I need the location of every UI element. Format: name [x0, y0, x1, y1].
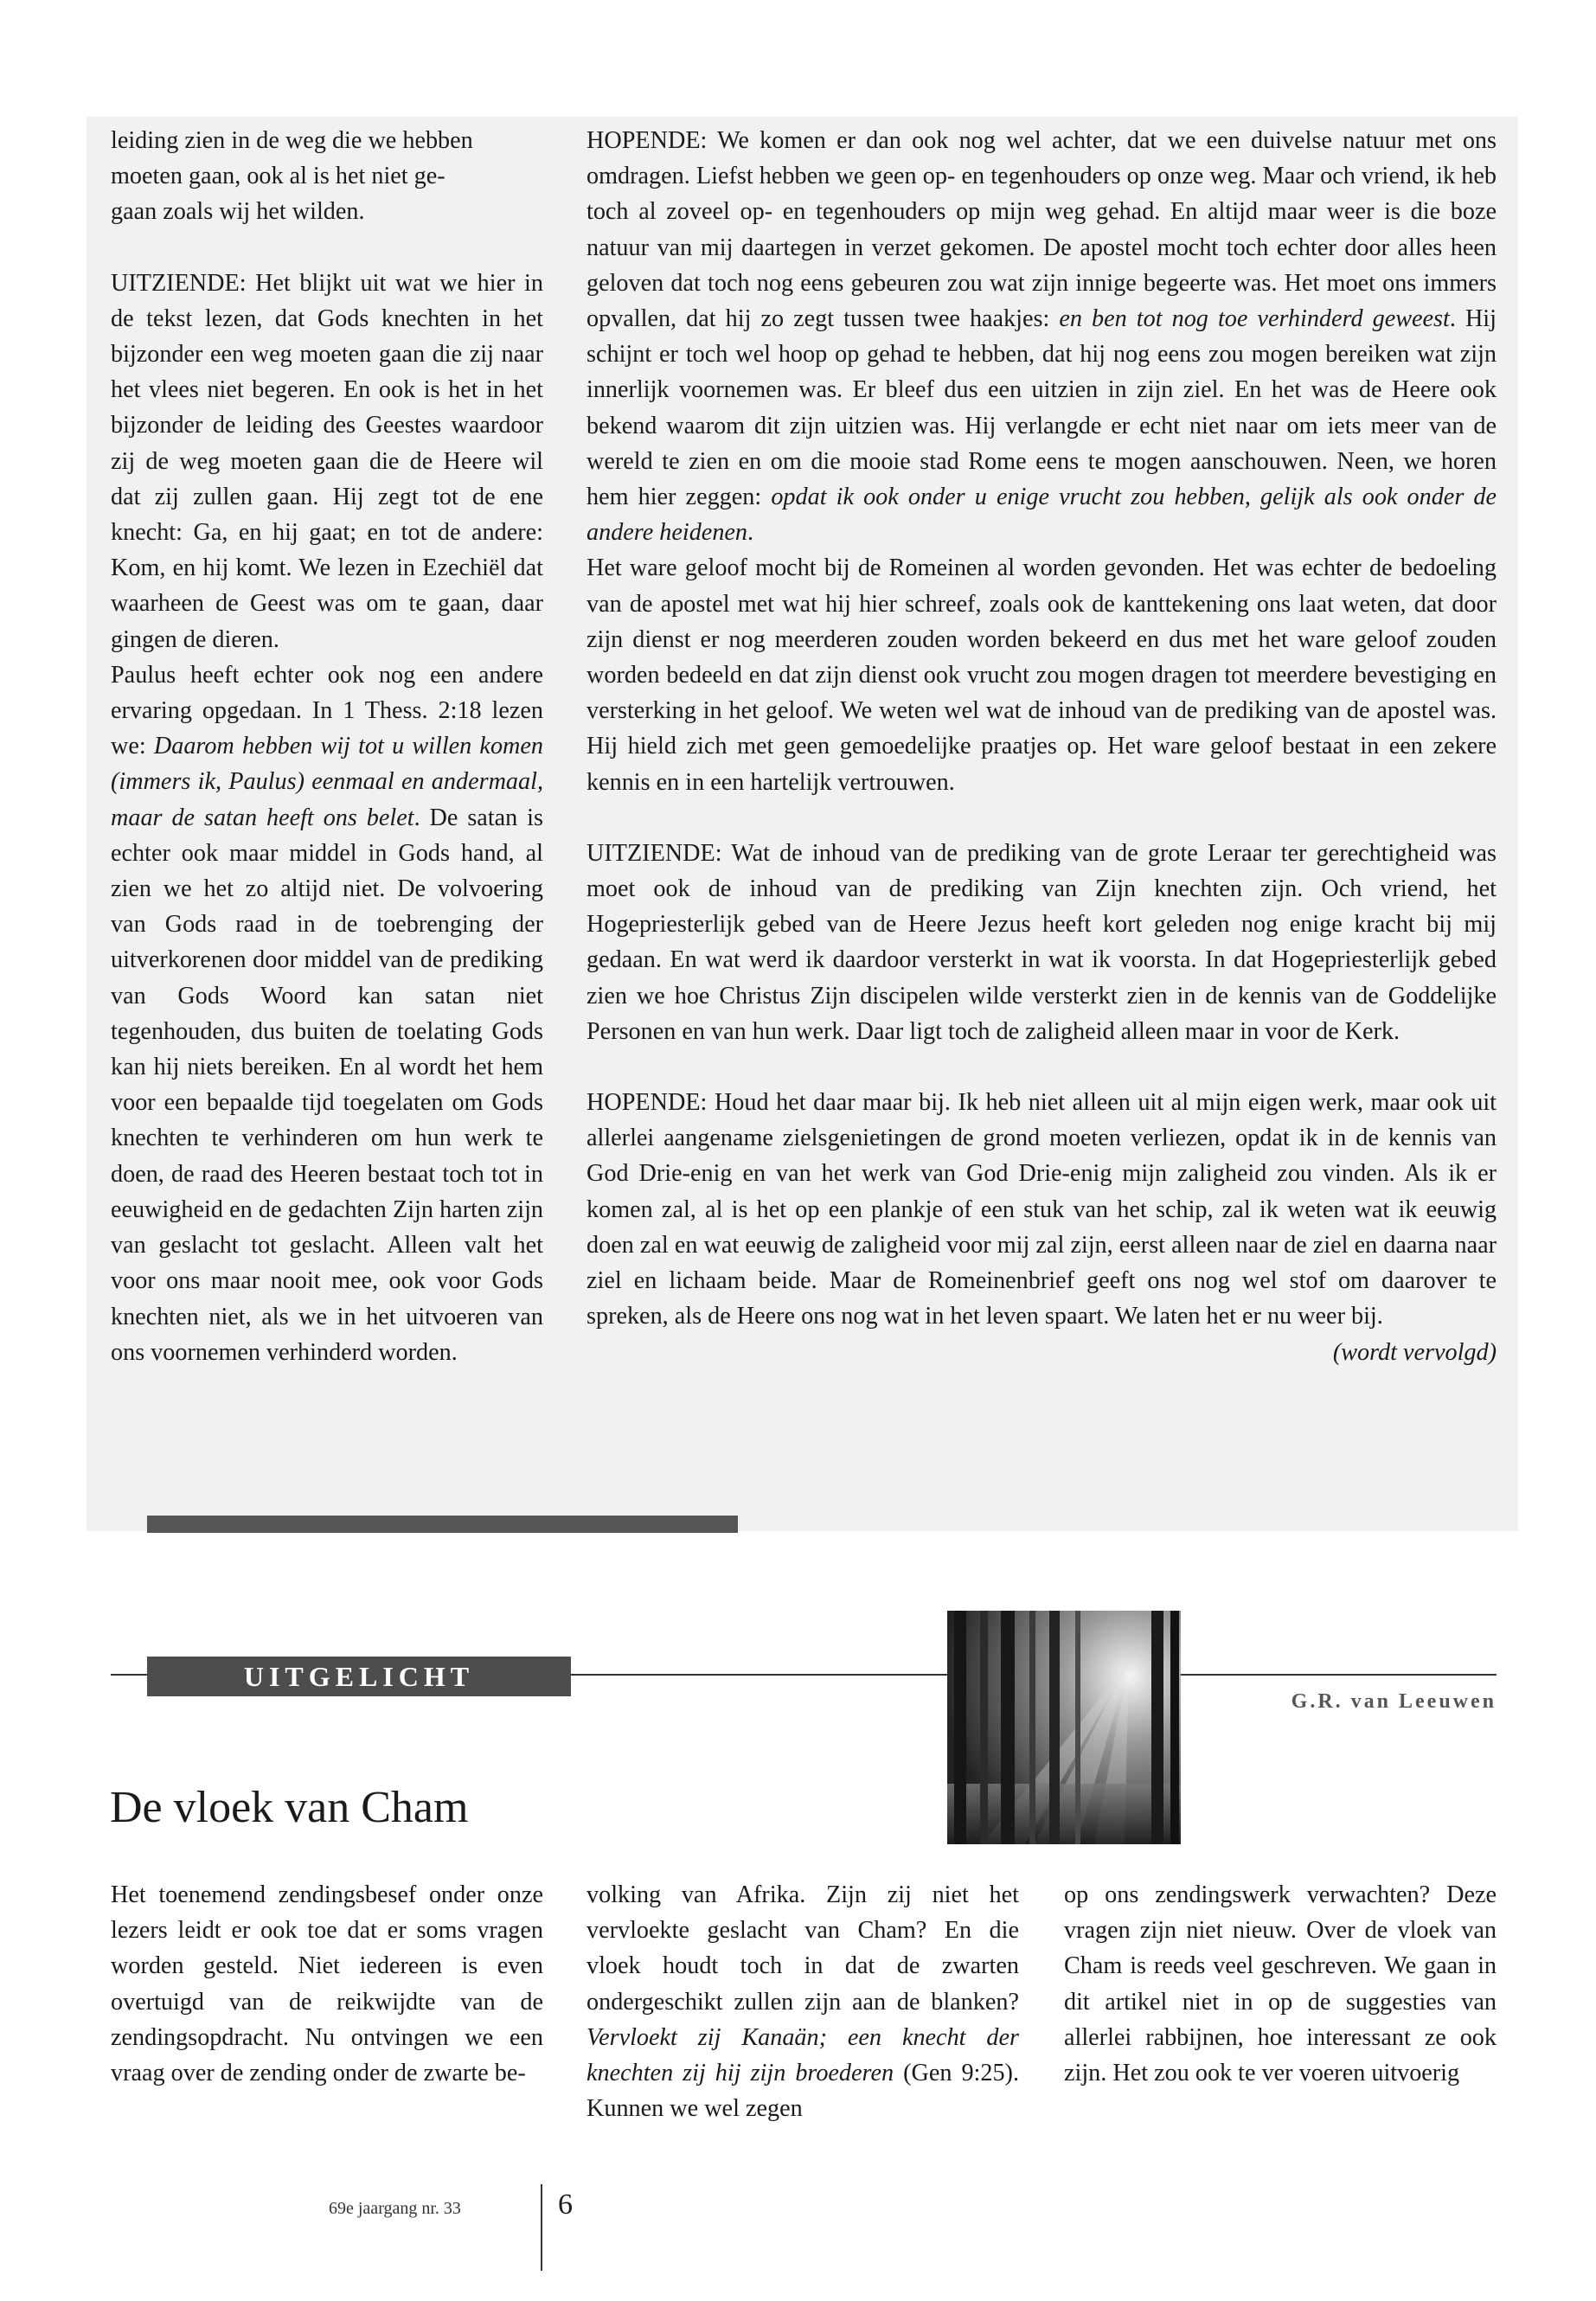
paragraph-text: Paulus heeft echter ook nog een andere ervaring opgedaan. In 1 Thess. 2:18 lezen we: [111, 661, 543, 760]
paragraph [111, 657, 543, 1370]
paragraph-text: (Gen 9:25). Kunnen we wel zegen [586, 2060, 1019, 2123]
text-line: moeten gaan, ook al is het niet ge- [111, 163, 445, 190]
text-line: gaan zoals wij het wilden. [111, 198, 365, 226]
section-end-bar [147, 1516, 738, 1533]
paragraph: Het ware geloof mocht bij de Romeinen al worden gevonden. Het was echter de bedoeling van de apostel met wat hij hier schreef, zoals ook de kanttekening ons laat weten, dat door zijn dienst er nog meerderen zouden worden bekeerd en dus met het ware geloof zouden worden bedeeld en dat zijn dienst ook vrucht zou mogen dragen tot meerdere bevestiging en versterking in het geloof. We weten wel wat de inhoud van de prediking van de apostel was. Hij hield zich met geen gemoedelijke praatjes op. Het ware geloof bestaat in een zekere kennis en in een hartelijk vertrouwen. [586, 554, 1497, 796]
speaker-label: UITZIENDE: [586, 839, 722, 867]
bible-quote: opdat ik ook onder u enige vrucht zou hebben, gelijk als ook onder de andere heidenen [586, 484, 1497, 547]
paragraph [586, 1085, 1497, 1366]
continued-note: (wordt vervolgd) [1332, 1338, 1497, 1366]
bible-quote: en ben tot nog toe verhinderd geweest [1059, 305, 1450, 333]
paragraph [111, 266, 543, 657]
paragraph [586, 836, 1497, 1049]
paragraph-text: Het blijkt uit wat we hier in de tekst lezen, dat Gods knechten in het bijzonder een weg moeten gaan die zij naar het vlees niet begeren. En ook is het in het bijzonder de leiding des Geestes waardoor zij de weg moeten gaan die de Heere wil dat zij zullen gaan. Hij zegt tot de ene knecht: Ga, en hij gaat; en tot de andere: Kom, en hij komt. We lezen in Ezechiël dat waarheen de Geest was om te gaan, daar gingen de dieren. [111, 269, 543, 653]
header-rule [1181, 1674, 1497, 1676]
section-label: UITGELICHT [147, 1657, 571, 1696]
speaker-label: HOPENDE: [586, 127, 708, 154]
page-number: 6 [558, 2189, 573, 2221]
paragraph-text: Wat de inhoud van de prediking van de grote Leraar ter gerechtigheid was moet ook de inhoud van de prediking van Zijn knechten zijn. Och vriend, het Hogepriesterlijk gebed van de Heere Jezus heeft kort geleden nog enige kracht bij mij gedaan. En wat werd ik daardoor versterkt in wat ik voorsta. In dat Hogepriesterlijk gebed zien we hoe Christus Zijn discipelen wilde versterkt zien in de kennis van de Goddelijke Personen en van hun werk. Daar ligt toch de zaligheid alleen maar in voor de Kerk. [586, 839, 1497, 1045]
paragraph-text: We komen er dan ook nog wel achter, dat we een duivelse natuur met ons omdragen. Liefst hebben we geen op- en tegenhouders op onze weg. Maar och vriend, ik heb toch al zoveel op- en tegenhouders op mijn weg gehad. En altijd maar weer is die boze natuur van mij daartegen in verzet gekomen. De apostel mocht toch echter door alles heen geloven dat toch nog eens gebeuren zou wat zijn innige begeerte was. Het moet ons immers opvallen, dat hij zo zegt tussen twee haakjes: [586, 127, 1497, 333]
footer-divider [541, 2184, 542, 2271]
paragraph-text: . De satan is echter ook maar middel in Gods hand, al zien we het zo altijd niet. De volvoering van Gods raad in de toebrenging der uitverkorenen door middel van de prediking van Gods Woord kan satan niet tegenhouden, dus buiten de toelating Gods kan hij niets bereiken. En al wordt het hem voor een bepaalde tijd toegelaten om Gods knechten te verhinderen om hun werk te doen, de raad des Heeren bestaat toch tot in eeuwigheid en de gedachten Zijn harten zijn van geslacht tot geslacht. Alleen valt het voor ons maar nooit mee, ook voor Gods knechten niet, als we in het uitvoeren van ons voornemen verhinderd worden. [111, 804, 543, 1366]
article-column-2 [586, 1877, 1019, 2126]
bible-quote: Vervloekt zij Kanaän; een knecht der knechten zij hij zijn broederen [586, 2023, 1019, 2087]
paragraph-text: volking van Afrika. Zijn zij niet het vervloekte geslacht van Cham? En die vloek houdt toch in dat de zwarten ondergeschikt zullen zijn aan de blanken? [586, 1881, 1019, 2016]
author-name: G.R. van Leeuwen [1291, 1690, 1497, 1713]
article-title: De vloek van Cham [110, 1782, 469, 1832]
article-column-3 [1064, 1877, 1497, 2091]
bible-quote: Daarom hebben wij tot u willen komen (immers ik, Paulus) eenmaal en andermaal, maar de satan heeft ons belet [111, 733, 543, 831]
issue-info: 69e jaargang nr. 33 [329, 2199, 461, 2218]
right-column [586, 123, 1497, 1370]
text-line: leiding zien in de weg die we hebben [111, 127, 473, 154]
speaker-label: HOPENDE: [586, 1089, 708, 1117]
header-rule [111, 1674, 147, 1676]
paragraph-text: . [747, 519, 754, 547]
speaker-label: UITZIENDE: [111, 269, 247, 297]
paragraph: Het toenemend zendingsbesef onder onze lezers leidt er ook toe dat er soms vragen worden gesteld. Niet iedereen is even overtuigd van de reikwijdte van de zendingsopdracht. Nu ontvingen we een vraag over de zending onder de zwarte be- [111, 1881, 543, 2087]
paragraph: op ons zendingswerk verwachten? Deze vragen zijn niet nieuw. Over de vloek van Cham is reeds veel geschreven. We gaan in dit artikel niet in op de suggesties van allerlei rabbijnen, hoe interessant ze ook zijn. Het zou ook te ver voeren uitvoerig [1064, 1881, 1497, 2087]
forest-photo [947, 1611, 1181, 1844]
article-column-1 [111, 1877, 543, 2091]
paragraph-text: Houd het daar maar bij. Ik heb niet alleen uit al mijn eigen werk, maar ook uit allerlei aangename zielsgenietingen de grond moeten verliezen, opdat ik in de kennis van God Drie-enig en van het werk van God Drie-enig mijn zaligheid zou vinden. Als ik er komen zal, al is het op een plankje of een stuk van het schip, zal ik weten wat ik eeuwig doen zal en wat eeuwig de zaligheid voor mij zal zijn, eerst alleen naar de ziel en daarna naar ziel en lichaam beide. Maar de Romeinenbrief geeft ons nog wel stof om daarover te spreken, als de Heere ons nog wat in het leven spaart. We laten het er nu weer bij. [586, 1089, 1497, 1330]
paragraph [586, 1877, 1019, 2126]
paragraph [586, 123, 1497, 550]
left-column [111, 123, 543, 1370]
header-rule [571, 1674, 952, 1676]
paragraph-text: . Hij schijnt er toch wel hoop op gehad te hebben, dat hij nog eens zou mogen bereiken wat zijn innerlijk voornemen was. Er bleef dus een uitzien in zijn ziel. En het was de Heere ook bekend waarom dit zijn uitzien was. Hij verlangde er echt niet naar om iets meer van de wereld te zien en om die mooie stad Rome eens te mogen aanschouwen. Neen, we horen hem hier zeggen: [586, 305, 1497, 511]
